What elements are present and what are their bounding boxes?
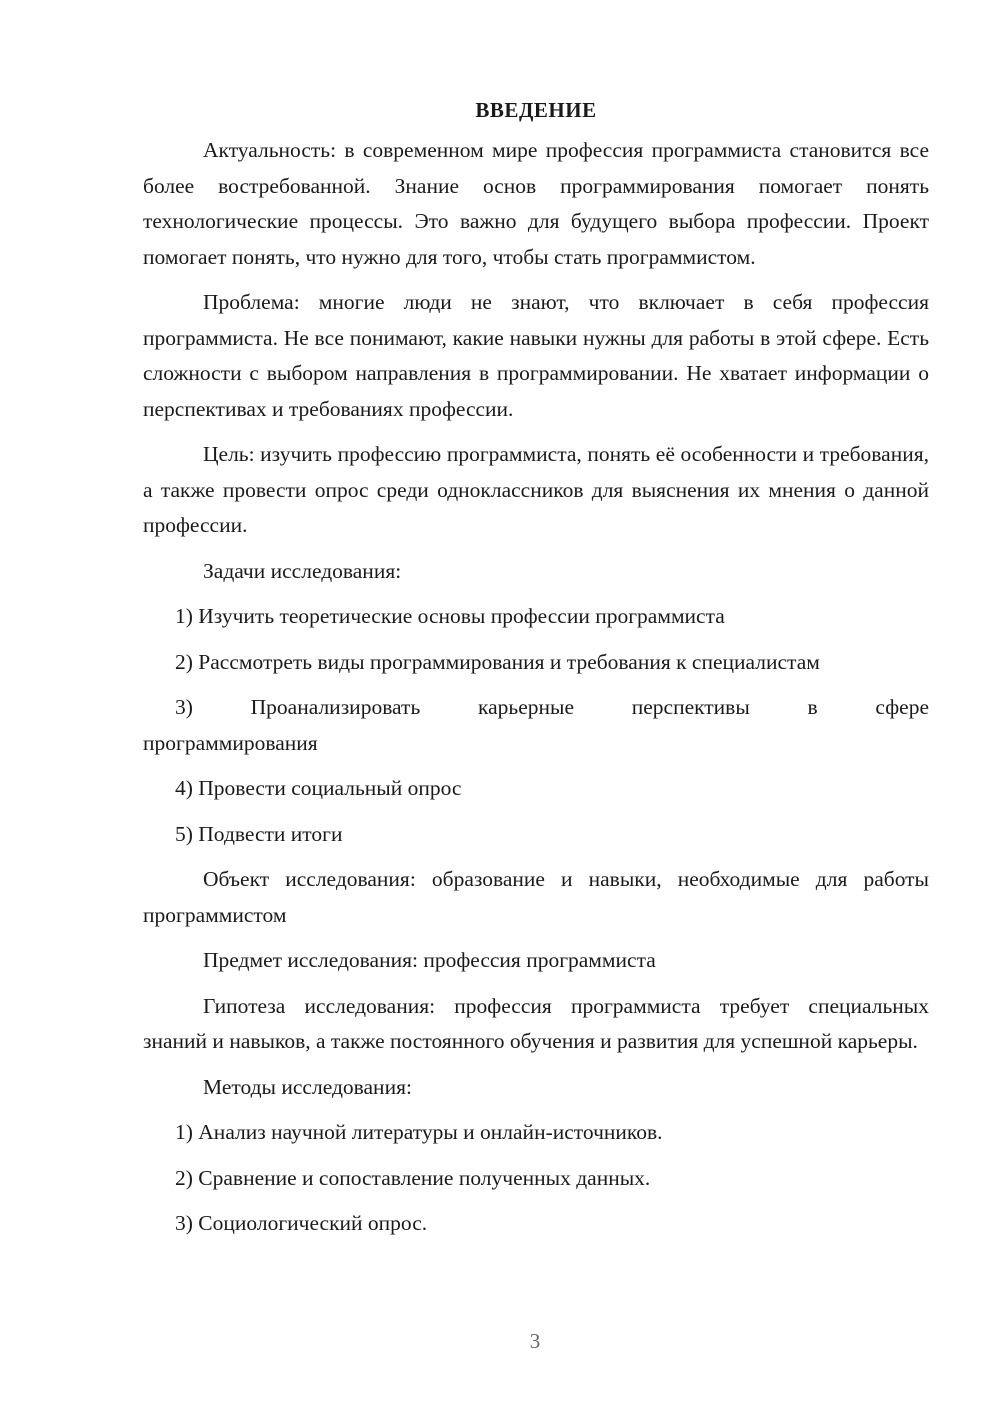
task-item: 1) Изучить теоретические основы профессии программиста <box>175 604 725 628</box>
hypothesis-paragraph: Гипотеза исследования: профессия программиста требует специальных знаний и навыков, а также постоянного обучения и развития для успешной карьеры. <box>143 993 929 1053</box>
page-heading: ВВЕДЕНИЕ <box>475 98 597 122</box>
method-item: 2) Сравнение и сопоставление полученных данных. <box>175 1165 651 1190</box>
goal-paragraph: Цель: изучить профессию программиста, понять её особенности и требования, а также провести опрос среди одноклассников для выяснения их мнения о данной профессии. <box>143 442 929 537</box>
problem-paragraph: Проблема: многие люди не знают, что включает в себя профессия программиста. Не все понимают, какие навыки нужны для работы в этой сфере. Есть сложности с выбором направления в программировании. Не хватает информации о перспективах и требованиях профессии. <box>143 290 929 421</box>
task-item: 5) Подвести итоги <box>175 821 343 846</box>
task-item: 3) Проанализировать карьерные перспективы в сфере программирования <box>143 695 929 755</box>
page-number: 3 <box>529 1329 541 1353</box>
task-item: 4) Провести социальный опрос <box>175 776 462 800</box>
document-page <box>143 93 929 1252</box>
task-item: 2) Рассмотреть виды программирования и требования к специалистам <box>175 649 820 674</box>
object-paragraph: Объект исследования: образование и навыки, необходимые для работы программистом <box>143 867 929 927</box>
subject-paragraph: Предмет исследования: профессия программиста <box>203 948 656 972</box>
relevance-paragraph: Актуальность: в современном мире профессия программиста становится все более востребованной. Знание основ программирования помогает понять технологические процессы. Это важно для будущего выбора профессии. Проект помогает понять, что нужно для того, чтобы стать программистом. <box>143 138 929 269</box>
methods-title: Методы исследования: <box>203 1074 412 1099</box>
tasks-title: Задачи исследования: <box>203 558 402 583</box>
method-item: 3) Социологический опрос. <box>175 1211 428 1235</box>
method-item: 1) Анализ научной литературы и онлайн-источников. <box>175 1120 663 1144</box>
